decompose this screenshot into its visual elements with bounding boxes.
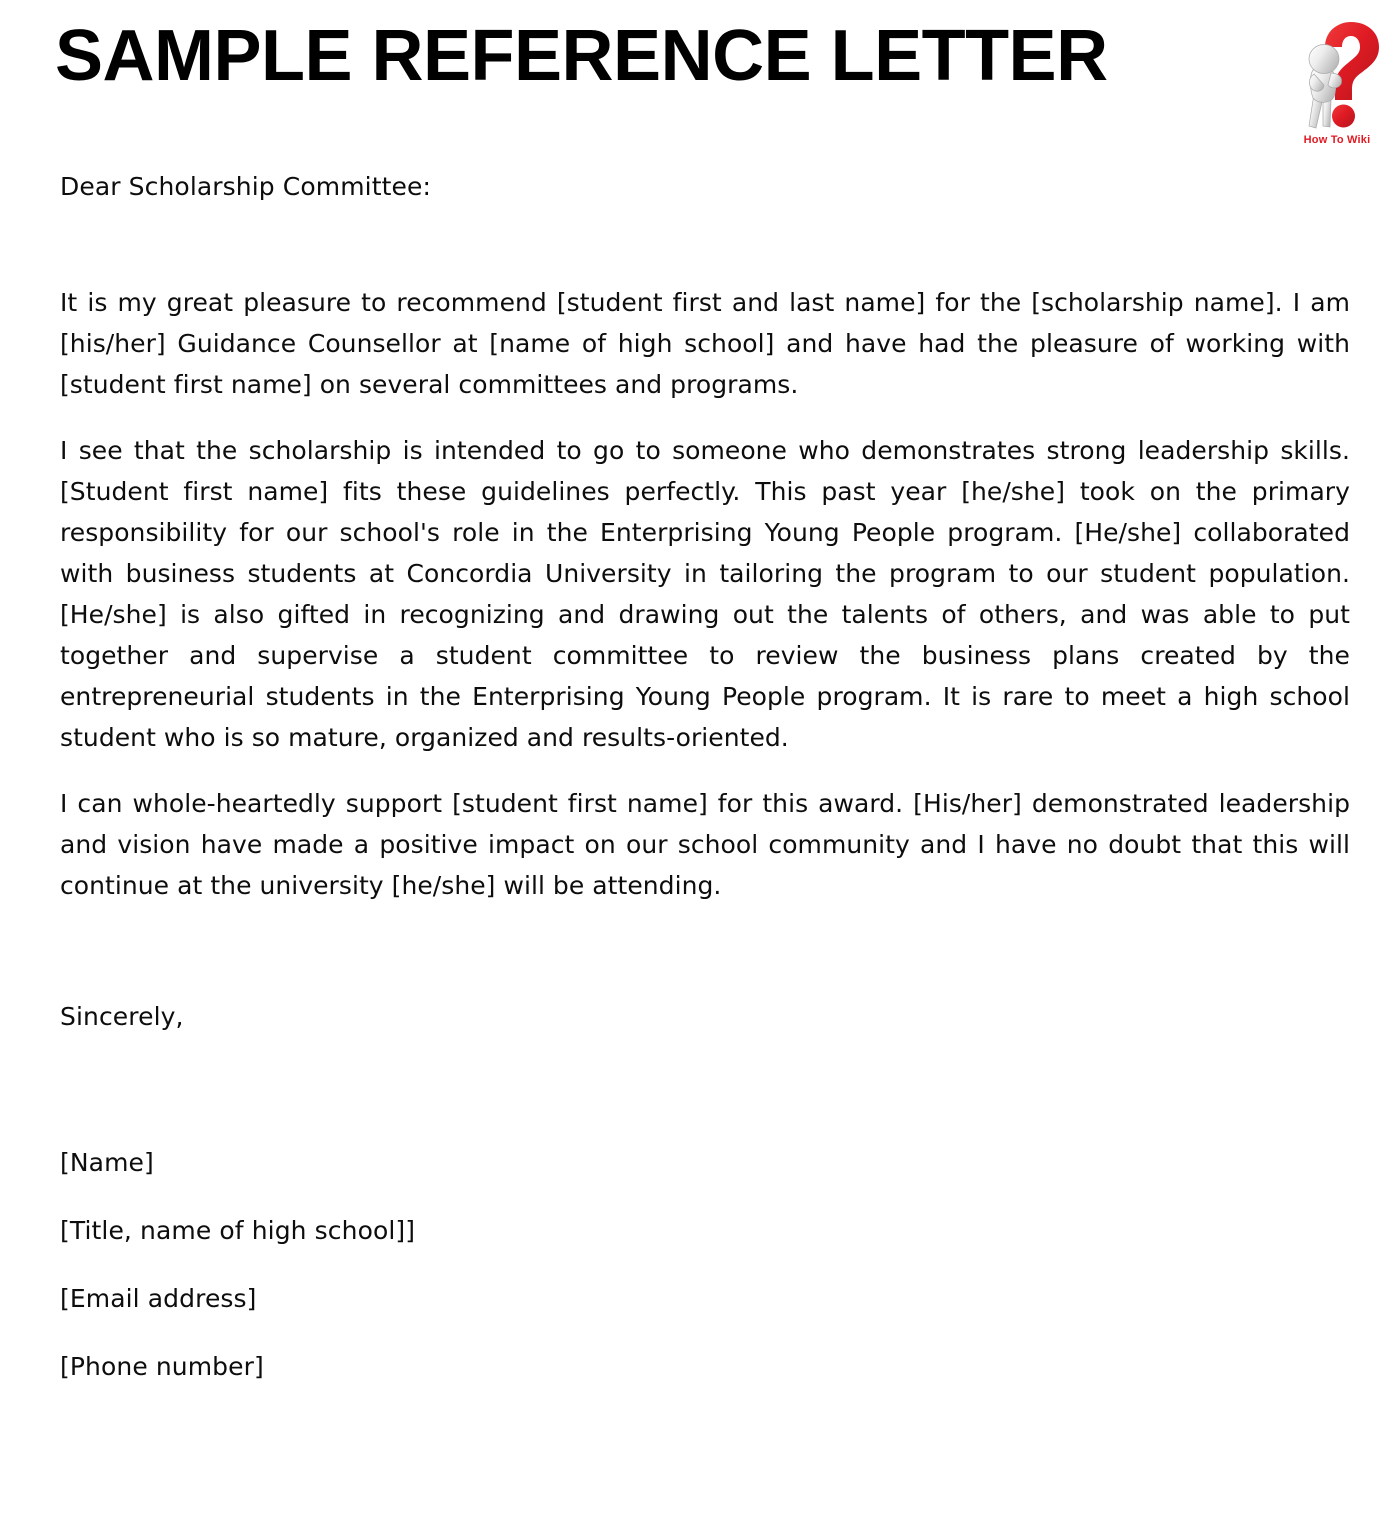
signature-title: [Title, name of high school]] — [60, 1216, 416, 1245]
letter-paragraph-1: It is my great pleasure to recommend [student first and last name] for the [scholarship name]. I am [his/her] Guidance Counsellor at [name of high school] and have had the pleasure of working with [student first name] on several committees and programs. — [60, 288, 1350, 399]
spacer — [60, 906, 1350, 1000]
spacer — [60, 405, 1350, 430]
signature-phone: [Phone number] — [60, 1352, 264, 1381]
page-header — [0, 0, 1389, 160]
signature-email: [Email address] — [60, 1284, 257, 1313]
salutation: Dear Scholarship Committee: — [60, 172, 431, 201]
spacer — [60, 204, 1350, 282]
question-mark-figure-logo-icon — [1291, 18, 1383, 134]
letter-paragraph-3: I can whole-heartedly support [student first name] for this award. [His/her] demonstrated leadership and vision have made a positive impact on our school community and I have no doubt that this will continue at the university [he/she] will be attending. — [60, 789, 1350, 900]
closing-line: Sincerely, — [60, 1002, 184, 1031]
signature-block — [60, 1146, 1350, 1384]
spacer — [60, 758, 1350, 783]
letter-body — [60, 170, 1350, 1384]
letter-paragraph-2: I see that the scholarship is intended to go to someone who demonstrates strong leadership skills. [Student first name] fits these guidelines perfectly. This past year [he/she] took on the primary responsibility for our school's role in the Enterprising Young People program. [He/she] collaborated with business students at Concordia University in tailoring the program to our student population. [He/she] is also gifted in recognizing and drawing out the talents of others, and was able to put together and supervise a student committee to review the business plans created by the entrepreneurial students in the Enterprising Young People program. It is rare to meet a high school student who is so mature, organized and results-oriented. — [60, 436, 1350, 752]
logo-caption: How To Wiki — [1303, 134, 1371, 146]
brand-logo — [1291, 18, 1383, 156]
page-title: SAMPLE REFERENCE LETTER — [55, 16, 1108, 96]
signature-spacer — [60, 1034, 1350, 1146]
signature-name: [Name] — [60, 1148, 154, 1177]
